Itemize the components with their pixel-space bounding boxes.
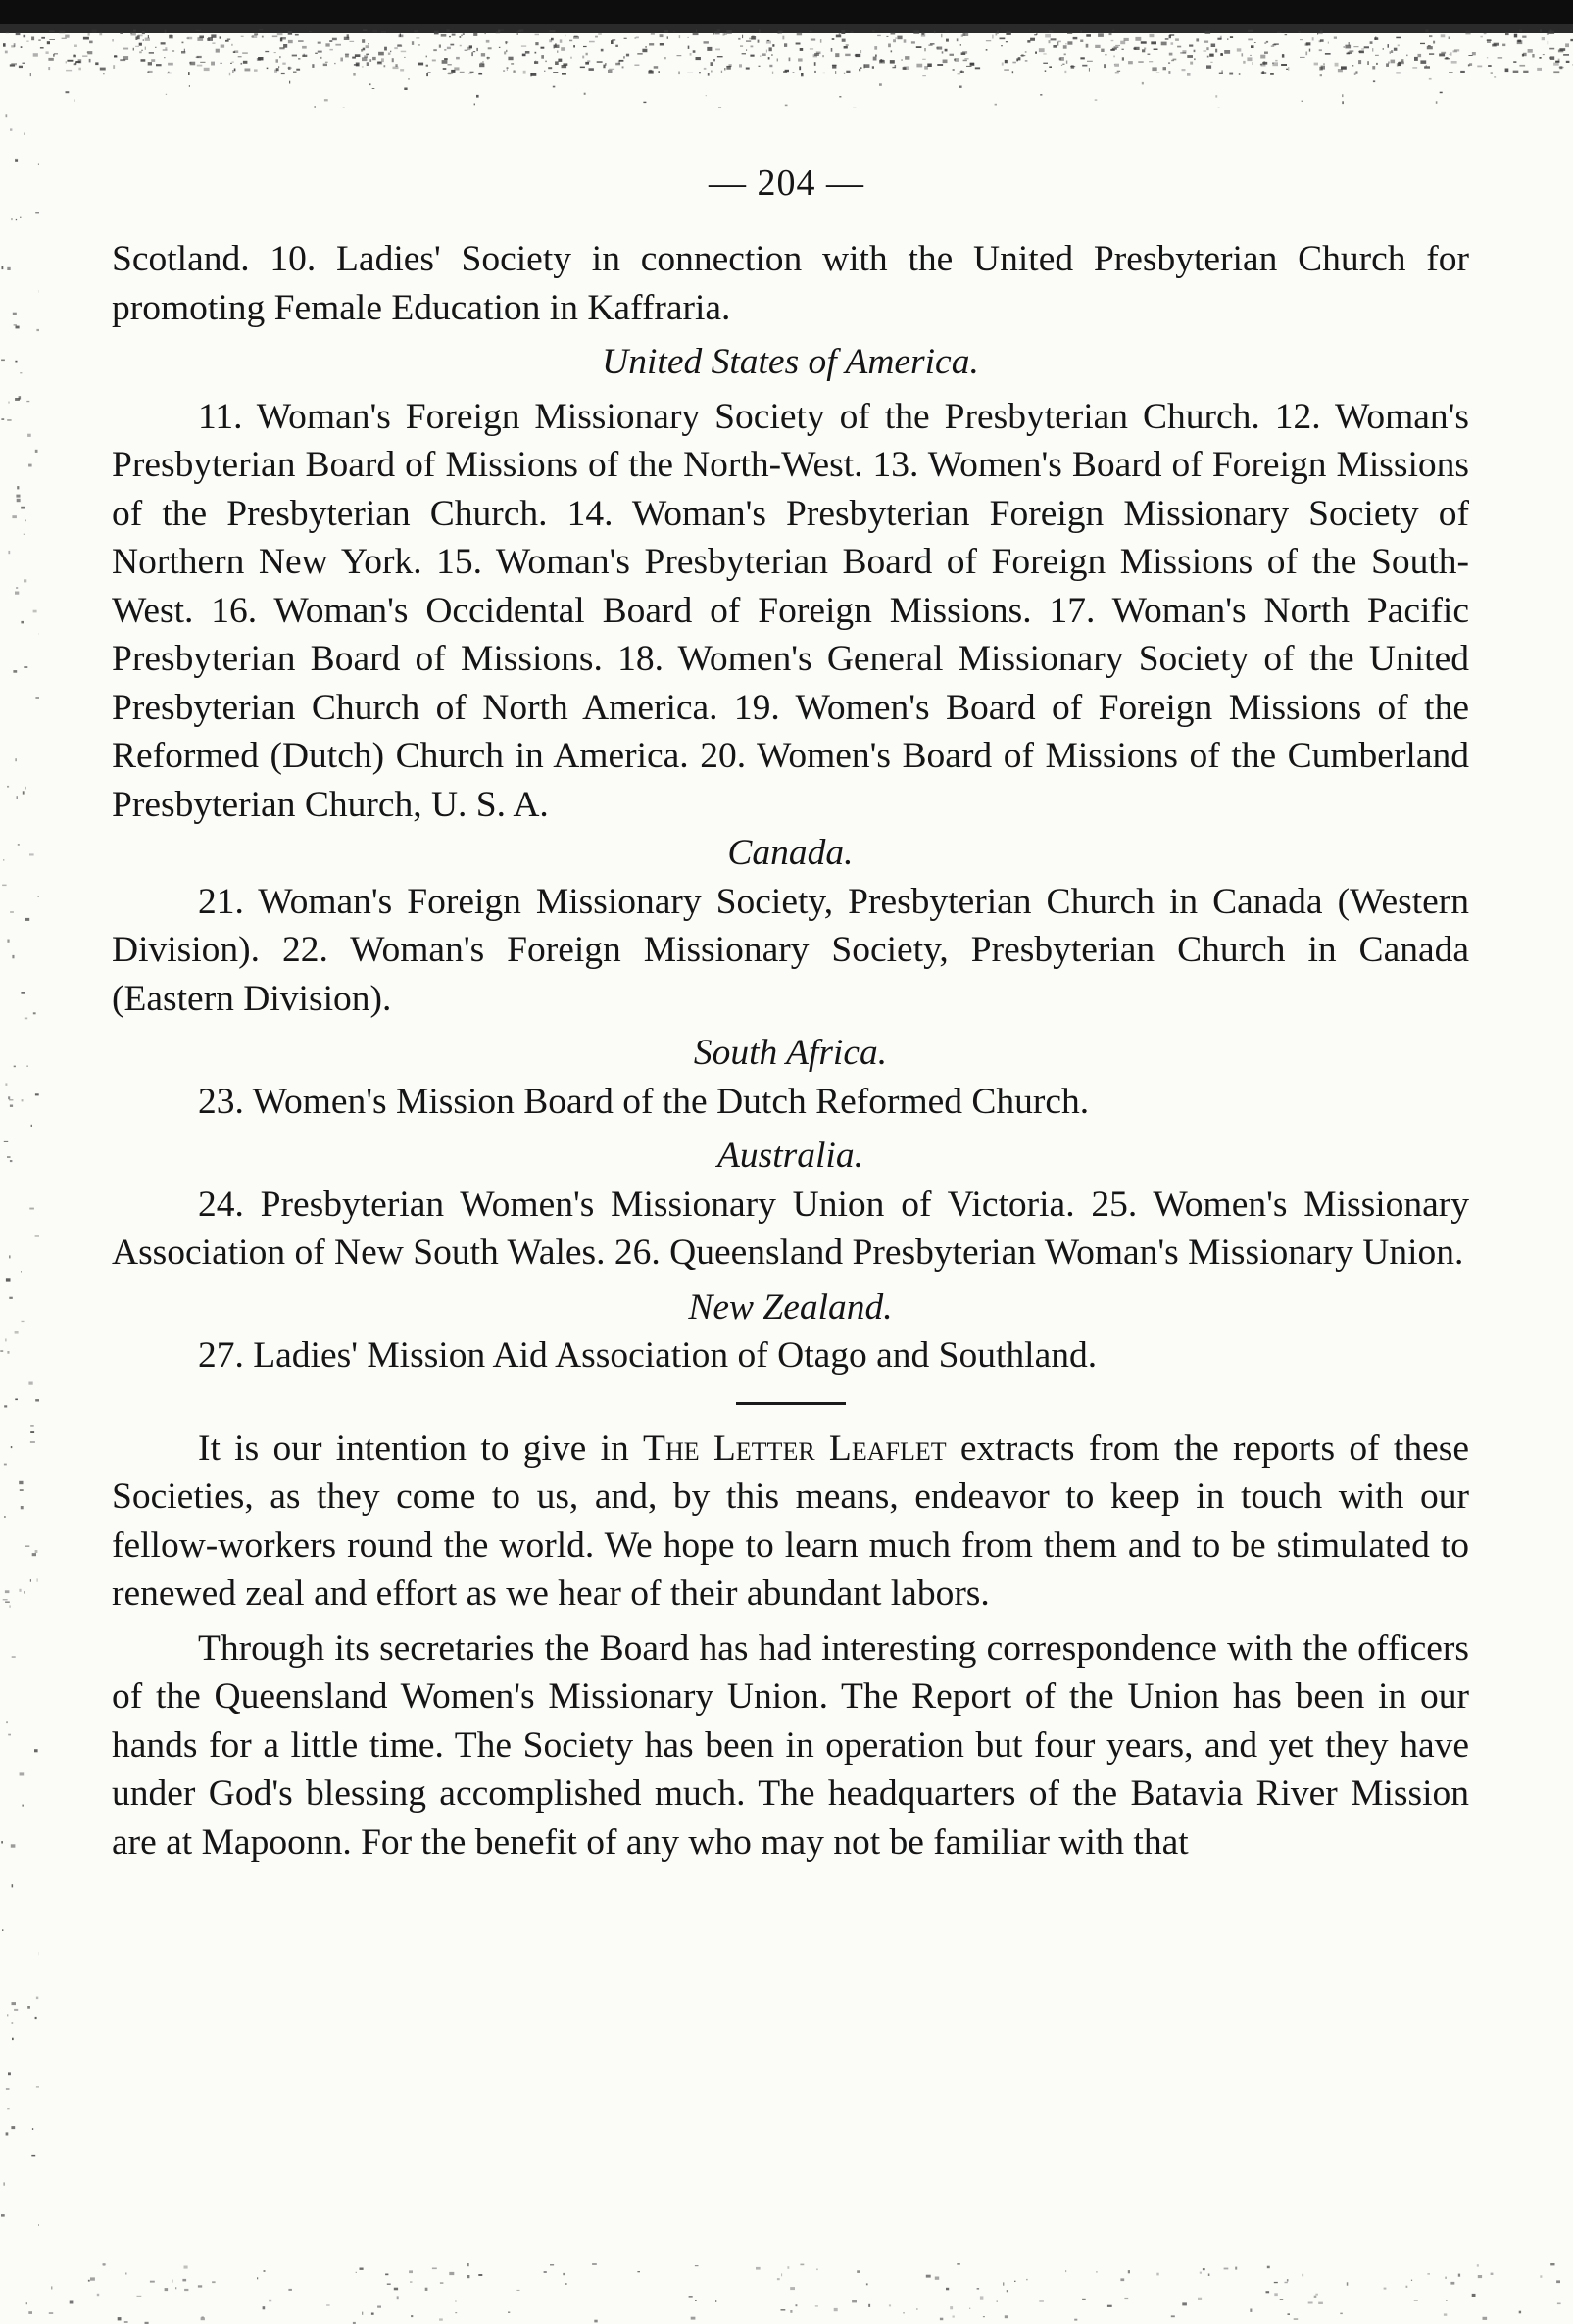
section-heading-united-states: United States of America. <box>602 342 979 382</box>
section-heading-south-africa: South Africa. <box>693 1033 888 1073</box>
paragraph-letter-leaflet: It is our intention to give in The Letter Leaflet extracts from the reports of these Societies, as they come to us, and, by this means, endeavor to keep in touch with our fellow-workers round the world. We hope to learn much from them and to be stimulated to renewed zeal and effort as we hear of their abundant labors. <box>112 1428 1469 1614</box>
section-heading-new-zealand: New Zealand. <box>688 1286 893 1328</box>
scan-edge-left <box>0 108 39 2244</box>
paragraph-united-states-societies: 11. Woman's Foreign Missionary Society of the Presbyterian Church. 12. Woman's Presbyterian Board of Missions of the North-West. 13. Women's Board of Foreign Missions of the Presbyterian Church. 14. Woman's Presbyterian Foreign Missionary Society of Northern New York. 15. Woman's Presbyterian Board of Foreign Missions of the South-West. 16. Woman's Occidental Board of Foreign Missions. 17. Woman's North Pacific Presbyterian Board of Missions. 18. Women's General Missionary Society of the United Presbyterian Church of North America. 19. Women's Board of Foreign Missions of the Reformed (Dutch) Church in America. 20. Women's Board of Missions of the Cumberland Presbyterian Church, U. S. A. <box>112 396 1469 825</box>
paragraph-queensland-union: Through its secretaries the Board has had interesting correspondence with the officers of the Queensland Women's Missionary Union. The Report of the Union has been in our hands for a little time. The Society has been in operation but four years, and yet they have under God's blessing accomplished much. The headquarters of the Batavia River Mission are at Mapoonn. For the benefit of any who may not be familiar with that <box>112 1627 1469 1863</box>
scan-edge-bottom <box>0 2244 1573 2324</box>
paragraph-scotland: Scotland. 10. Ladies' Society in connection with the United Presbyterian Church for promoting Female Education in Kaffraria. <box>112 239 1469 328</box>
section-divider <box>736 1402 846 1405</box>
page-number: — 204 — <box>709 163 864 204</box>
section-heading-australia: Australia. <box>717 1136 863 1176</box>
paragraph-canada-societies: 21. Woman's Foreign Missionary Society, Presbyterian Church in Canada (Western Division). 22. Woman's Foreign Missionary Society, Presbyterian Church in Canada (Eastern Division). <box>112 881 1469 1019</box>
paragraph-new-zealand-societies: 27. Ladies' Mission Aid Association of Otago and Southland. <box>198 1335 1098 1376</box>
publication-title: The Letter Leaflet <box>643 1428 947 1469</box>
paragraph-australia-societies: 24. Presbyterian Women's Missionary Union of Victoria. 25. Women's Missionary Association of New South Wales. 26. Queensland Presbyterian Woman's Missionary Union. <box>112 1184 1469 1273</box>
page-body <box>112 235 1469 1866</box>
section-heading-canada: Canada. <box>727 833 854 873</box>
scan-edge-top <box>0 0 1573 108</box>
paragraph-south-africa-societies: 23. Women's Mission Board of the Dutch Reformed Church. <box>198 1081 1090 1122</box>
